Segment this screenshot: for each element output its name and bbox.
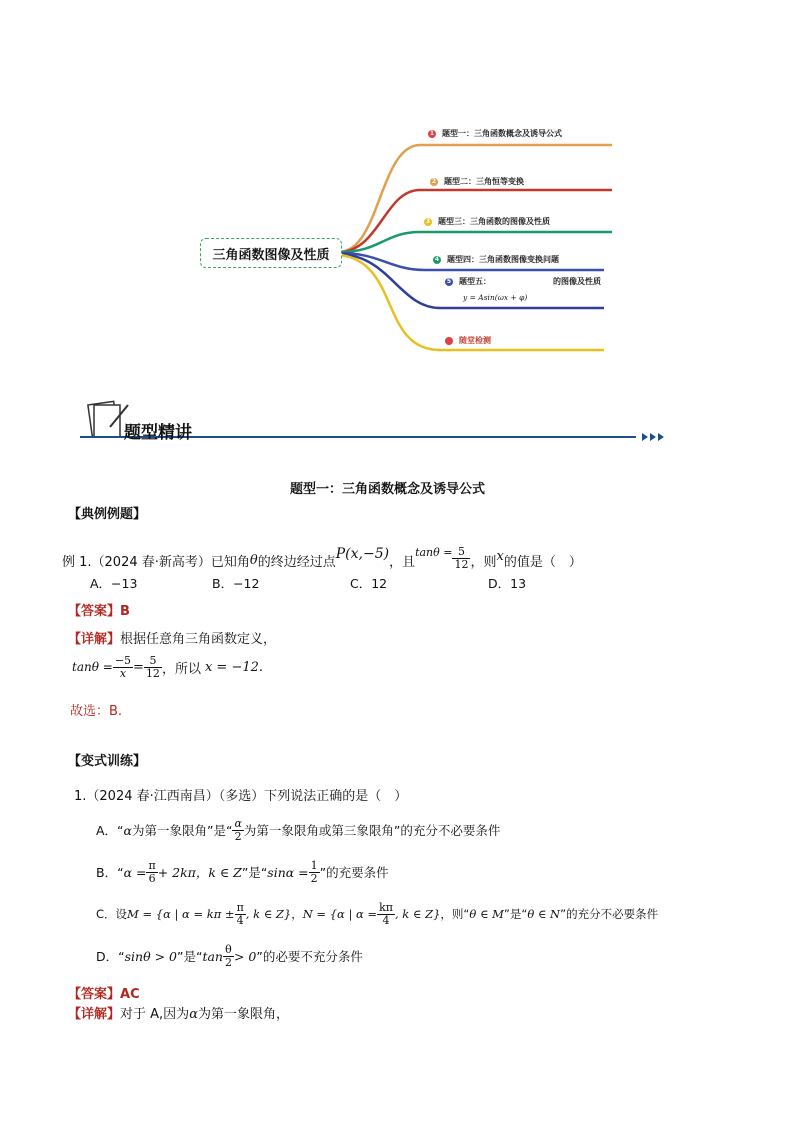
branch-number-4: 4 [434,255,440,263]
answer-2: 【答案】AC [68,987,140,1002]
example-question: 例 1.（2024 春·新高考）已知角 θ 的终边经过点 P(x,−5) ，且 tanθ = $\frac{5}{12}$ ，则 x 的值是（ ） [62,545,582,571]
branch-number-1: 1 [429,129,435,137]
detail-1-equation: tanθ = $\frac{-5}{x}$ = $\frac{5}{12}$ ，所以 x = −12 . [72,654,264,680]
mindmap-lines [0,0,794,400]
mindmap-center: 三角函数图像及性质 [200,238,342,268]
section-header-title: 题型精讲 [124,423,192,443]
variant-option-c: C．设 M = {α | α = kπ ± $\frac{\pi}{4}$ , k ∈ Z} ， N = {α | α = $\frac{k\pi}{4}$ , k ∈ Z} ，则“ θ ∈ M ”是“ θ ∈ N ”的充分不必要条件 [96,901,659,927]
branch-number-5: 5 [446,277,452,285]
branch-label-4: 4 题型四：三角函数图像变换问题 [434,255,559,264]
detail-2: 【详解】对于 A,因为α为第一象限角， [68,1007,289,1022]
branch-number-2: 2 [431,177,437,185]
choose-1: 故选：B. [70,704,123,719]
branch-5-formula: y = Asin(ωx + φ) [463,293,528,302]
option-d: D．13 [488,576,527,591]
branch-line-3 [340,232,612,252]
option-a: A．−13 [90,576,138,591]
answer-1: 【答案】B [68,604,130,619]
variant-option-a: A．“ α 为第一象限角”是“ $\frac{\alpha}{2}$ 为第一象限角或第三象限角”的充分不必要条件 [96,817,501,843]
branch-number-3: 3 [425,217,431,225]
branch-label-5: 5 题型五： 的图像及性质 [446,277,601,286]
variant-option-d: D．“ sinθ > 0 ”是“ tan $\frac{\theta}{2}$ > 0 ”的必要不充分条件 [96,943,363,969]
branch-label-1: 1 题型一：三角函数概念及诱导公式 [429,129,562,138]
variant-option-b: B．“ α = $\frac{\pi}{6}$ + 2kπ，k ∈ Z ”是“ sinα = $\frac{1}{2}$ ”的充要条件 [96,859,389,885]
branch-label-2: 2 题型二：三角恒等变换 [431,177,524,186]
detail-1: 【详解】根据任意角三角函数定义， [68,632,277,647]
variant-question: 1.（2024 春·江西南昌）（多选）下列说法正确的是（ ） [74,789,408,804]
branch-dot-6 [445,337,453,345]
branch-label-3: 3 题型三：三角函数的图像及性质 [425,217,550,226]
branch-label-6: 随堂检测 [445,335,491,346]
option-c: C．12 [350,576,388,591]
option-b: B．−12 [212,576,260,591]
example-heading: 【典例例题】 [68,507,147,522]
variant-heading: 【变式训练】 [68,754,147,769]
branch-line-1 [340,145,612,252]
topic-title: 题型一：三角函数概念及诱导公式 [290,482,486,497]
